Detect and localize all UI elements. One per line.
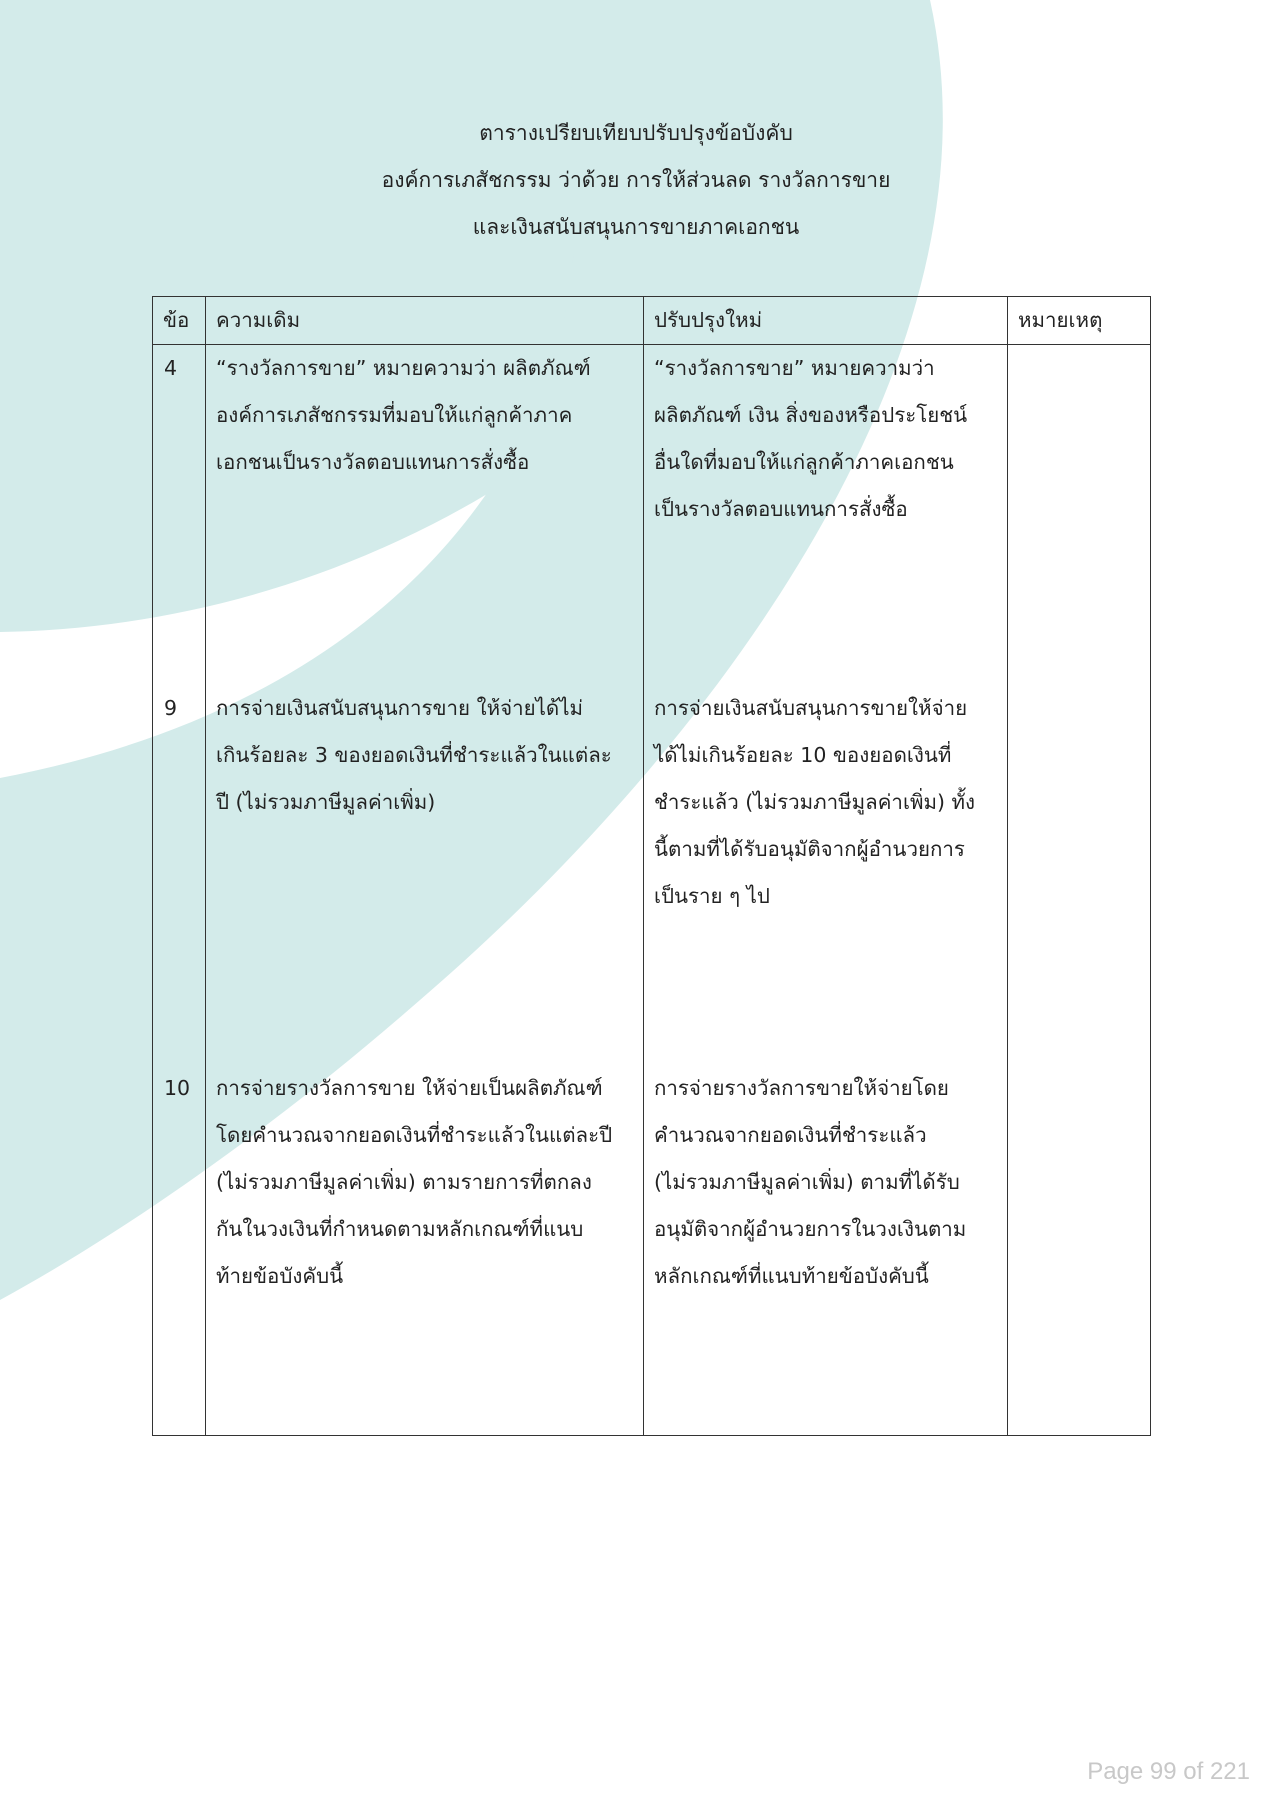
remark-cell xyxy=(1008,685,1151,1065)
page-number: Page 99 of 221 xyxy=(1087,1758,1250,1785)
text-line: การจ่ายรางวัลการขาย ให้จ่ายเป็นผลิตภัณฑ์ xyxy=(216,1076,603,1100)
title-line-1: ตารางเปรียบเทียบปรับปรุงข้อบังคับ xyxy=(479,121,793,145)
text-line: คำนวณจากยอดเงินที่ชำระแล้ว xyxy=(654,1123,927,1147)
header-revised: ปรับปรุงใหม่ xyxy=(644,297,1008,345)
text-line: “รางวัลการขาย” หมายความว่า xyxy=(654,356,935,380)
clause-number: 4 xyxy=(153,345,206,686)
remark-cell xyxy=(1008,345,1151,686)
header-remark: หมายเหตุ xyxy=(1008,297,1151,345)
original-text xyxy=(206,1065,644,1436)
text-line: ปี (ไม่รวมภาษีมูลค่าเพิ่ม) xyxy=(216,790,436,814)
text-line: การจ่ายเงินสนับสนุนการขาย ให้จ่ายได้ไม่ xyxy=(216,696,584,720)
title-line-2: องค์การเภสัชกรรม ว่าด้วย การให้ส่วนลด รางวัลการขาย xyxy=(381,168,891,192)
revised-text xyxy=(644,345,1008,686)
text-line: เอกชนเป็นรางวัลตอบแทนการสั่งซื้อ xyxy=(216,450,530,474)
text-line: ชำระแล้ว (ไม่รวมภาษีมูลค่าเพิ่ม) ทั้ง xyxy=(654,790,976,814)
text-line: เป็นราย ๆ ไป xyxy=(654,884,770,908)
table-header-row xyxy=(153,297,1151,345)
text-line: “รางวัลการขาย” หมายความว่า ผลิตภัณฑ์ xyxy=(216,356,591,380)
table-row xyxy=(153,685,1151,1065)
comparison-table xyxy=(152,296,1151,1436)
table-row xyxy=(153,1065,1151,1436)
text-line: องค์การเภสัชกรรมที่มอบให้แก่ลูกค้าภาค xyxy=(216,403,573,427)
text-line: อื่นใดที่มอบให้แก่ลูกค้าภาคเอกชน xyxy=(654,450,954,474)
table-row xyxy=(153,345,1151,686)
text-line: ผลิตภัณฑ์ เงิน สิ่งของหรือประโยชน์ xyxy=(654,403,968,427)
clause-number: 9 xyxy=(153,685,206,1065)
text-line: (ไม่รวมภาษีมูลค่าเพิ่ม) ตามรายการที่ตกลง xyxy=(216,1170,592,1194)
text-line: ท้ายข้อบังคับนี้ xyxy=(216,1264,344,1288)
text-line: ได้ไม่เกินร้อยละ 10 ของยอดเงินที่ xyxy=(654,743,952,767)
original-text xyxy=(206,685,644,1065)
text-line: กันในวงเงินที่กำหนดตามหลักเกณฑ์ที่แนบ xyxy=(216,1217,584,1241)
document-title xyxy=(0,110,1272,251)
text-line: การจ่ายเงินสนับสนุนการขายให้จ่าย xyxy=(654,696,968,720)
text-line: (ไม่รวมภาษีมูลค่าเพิ่ม) ตามที่ได้รับ xyxy=(654,1170,960,1194)
text-line: นี้ตามที่ได้รับอนุมัติจากผู้อำนวยการ xyxy=(654,837,965,861)
header-no: ข้อ xyxy=(153,297,206,345)
text-line: อนุมัติจากผู้อำนวยการในวงเงินตาม xyxy=(654,1217,967,1241)
revised-text xyxy=(644,1065,1008,1436)
clause-number: 10 xyxy=(153,1065,206,1436)
text-line: โดยคำนวณจากยอดเงินที่ชำระแล้วในแต่ละปี xyxy=(216,1123,613,1147)
remark-cell xyxy=(1008,1065,1151,1436)
text-line: เกินร้อยละ 3 ของยอดเงินที่ชำระแล้วในแต่ละ xyxy=(216,743,612,767)
title-line-3: และเงินสนับสนุนการขายภาคเอกชน xyxy=(472,215,800,239)
text-line: เป็นรางวัลตอบแทนการสั่งซื้อ xyxy=(654,497,908,521)
revised-text xyxy=(644,685,1008,1065)
original-text xyxy=(206,345,644,686)
text-line: หลักเกณฑ์ที่แนบท้ายข้อบังคับนี้ xyxy=(654,1264,929,1288)
text-line: การจ่ายรางวัลการขายให้จ่ายโดย xyxy=(654,1076,949,1100)
header-original: ความเดิม xyxy=(206,297,644,345)
